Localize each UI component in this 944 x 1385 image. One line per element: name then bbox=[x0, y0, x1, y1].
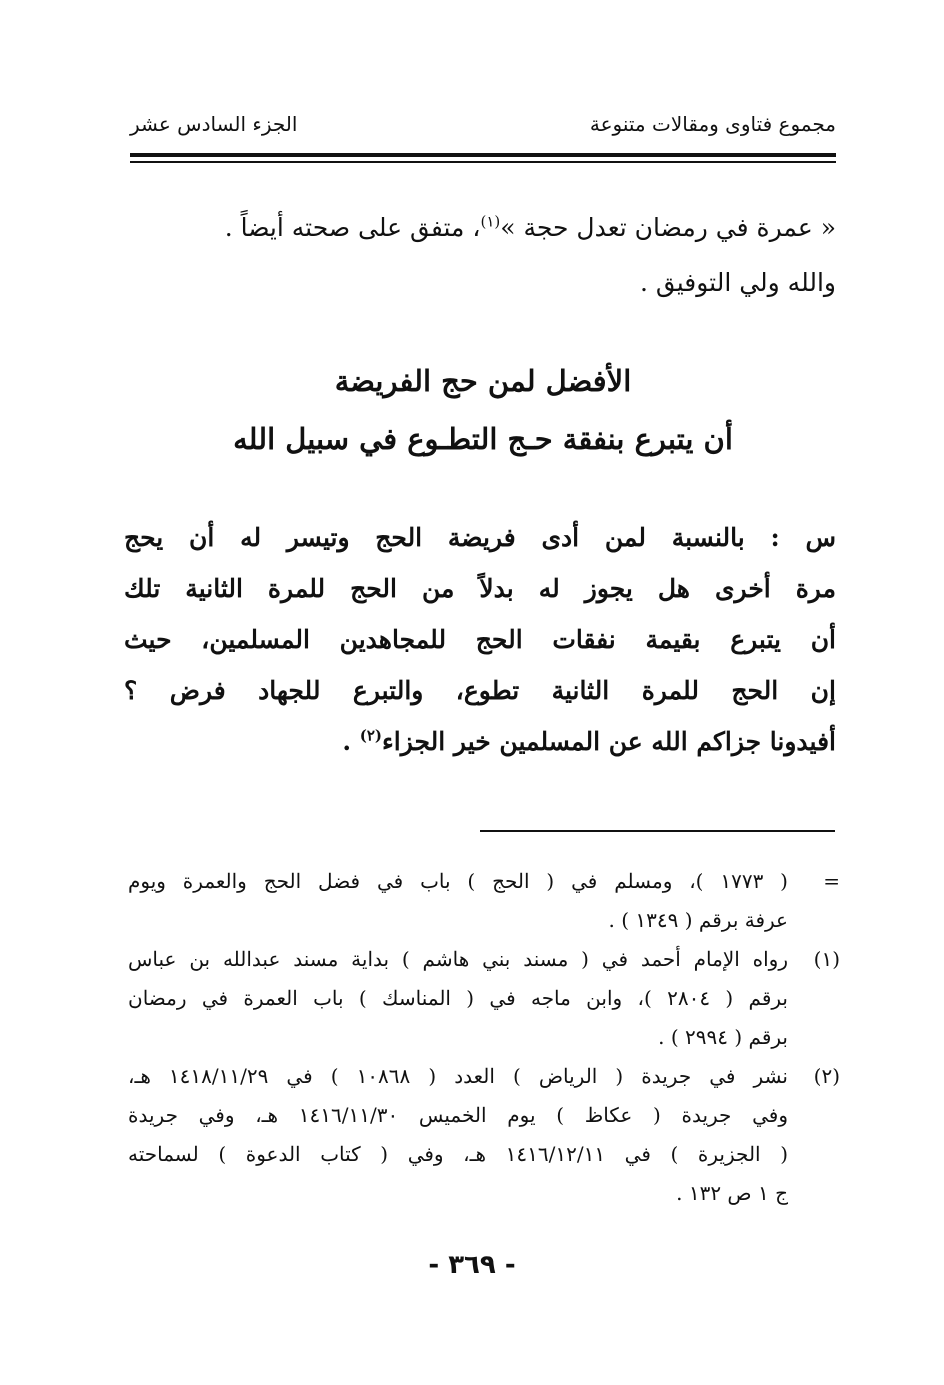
question-line: أن يتبرع بقيمة نفقات الحج للمجاهدين المسلمين، حيث bbox=[124, 625, 836, 654]
footnote-line: رواه الإمام أحمد في ( مسند بني هاشم ) بداية مسند عبدالله بن عباس bbox=[128, 947, 788, 971]
footnote-mark: = bbox=[823, 869, 840, 893]
section-title bbox=[130, 352, 836, 468]
question-last-line bbox=[124, 716, 836, 767]
footnote-mark: (٢) bbox=[813, 1064, 840, 1088]
question-line: مرة أخرى هل يجوز له بدلاً من الحج للمرة الثانية تلك bbox=[124, 574, 836, 603]
question-last-text: أفيدونا جزاكم الله عن المسلمين خير الجزاء bbox=[382, 727, 836, 756]
header-rule-thick bbox=[130, 153, 836, 157]
question-line: س : بالنسبة لمن أدى فريضة الحج وتيسر له أن يحج bbox=[124, 523, 836, 552]
footnote-line: ج ١ ص ١٣٢ . bbox=[676, 1181, 788, 1205]
intro-line-1-rest: ، متفق على صحته أيضاً . bbox=[224, 213, 481, 242]
intro-line-1 bbox=[124, 200, 836, 255]
footnote-continued bbox=[128, 862, 840, 940]
footnote-1 bbox=[128, 940, 840, 1057]
intro-line-2: والله ولي التوفيق . bbox=[640, 268, 836, 297]
header-rule-thin bbox=[130, 161, 836, 163]
footnote-line: ( ١٧٧٣ )، ومسلم في ( الحج ) باب في فضل الحج والعمرة ويوم bbox=[128, 869, 788, 893]
question-line: إن الحج للمرة الثانية تطوع، والتبرع للجهاد فرض ؟ bbox=[124, 676, 836, 705]
footnote-line: عرفة برقم ( ١٣٤٩ ) . bbox=[608, 908, 788, 932]
question-last-end: . bbox=[342, 727, 360, 756]
footnote-line: وفي جريدة ( عكاظ ) يوم الخميس ١٤١٦/١١/٣٠ هـ، وفي جريدة bbox=[128, 1103, 788, 1127]
footnote-text bbox=[128, 862, 788, 940]
footnote-text bbox=[128, 940, 788, 1057]
intro-paragraph bbox=[124, 200, 836, 310]
title-line-1: الأفضل لمن حج الفريضة bbox=[334, 364, 632, 398]
footnote-line: نشر في جريدة ( الرياض ) العدد ( ١٠٨٦٨ ) في ١٤١٨/١١/٢٩ هـ، bbox=[128, 1064, 788, 1088]
footnote-2 bbox=[128, 1057, 840, 1213]
volume-label: الجزء السادس عشر bbox=[130, 112, 298, 136]
question-paragraph bbox=[124, 512, 836, 767]
book-title: مجموع فتاوى ومقالات متنوعة bbox=[589, 112, 836, 136]
footnote-line: برقم ( ٢٨٠٤ )، وابن ماجه في ( المناسك ) باب العمرة في رمضان bbox=[128, 986, 789, 1010]
footnote-line: ( الجزيرة ) في ١٤١٦/١٢/١١ هـ، وفي ( كتاب الدعوة ) لسماحته bbox=[128, 1142, 788, 1166]
hadith-quote: « عمرة في رمضان تعدل حجة » bbox=[500, 213, 836, 242]
page-number: - ٣٦٩ - bbox=[428, 1250, 516, 1280]
footnote-separator bbox=[480, 830, 835, 832]
running-header bbox=[130, 112, 836, 146]
footnote-mark: (١) bbox=[813, 947, 840, 971]
footnote-line: برقم ( ٢٩٩٤ ) . bbox=[658, 1025, 788, 1049]
footnote-text bbox=[128, 1057, 788, 1213]
footnote-ref-2: (٢) bbox=[359, 726, 383, 745]
footnotes bbox=[128, 862, 840, 1213]
footnote-ref-1: (١) bbox=[480, 212, 501, 231]
title-line-2: أن يتبرع بنفقة حـج التطـوع في سبيل الله bbox=[233, 422, 733, 456]
